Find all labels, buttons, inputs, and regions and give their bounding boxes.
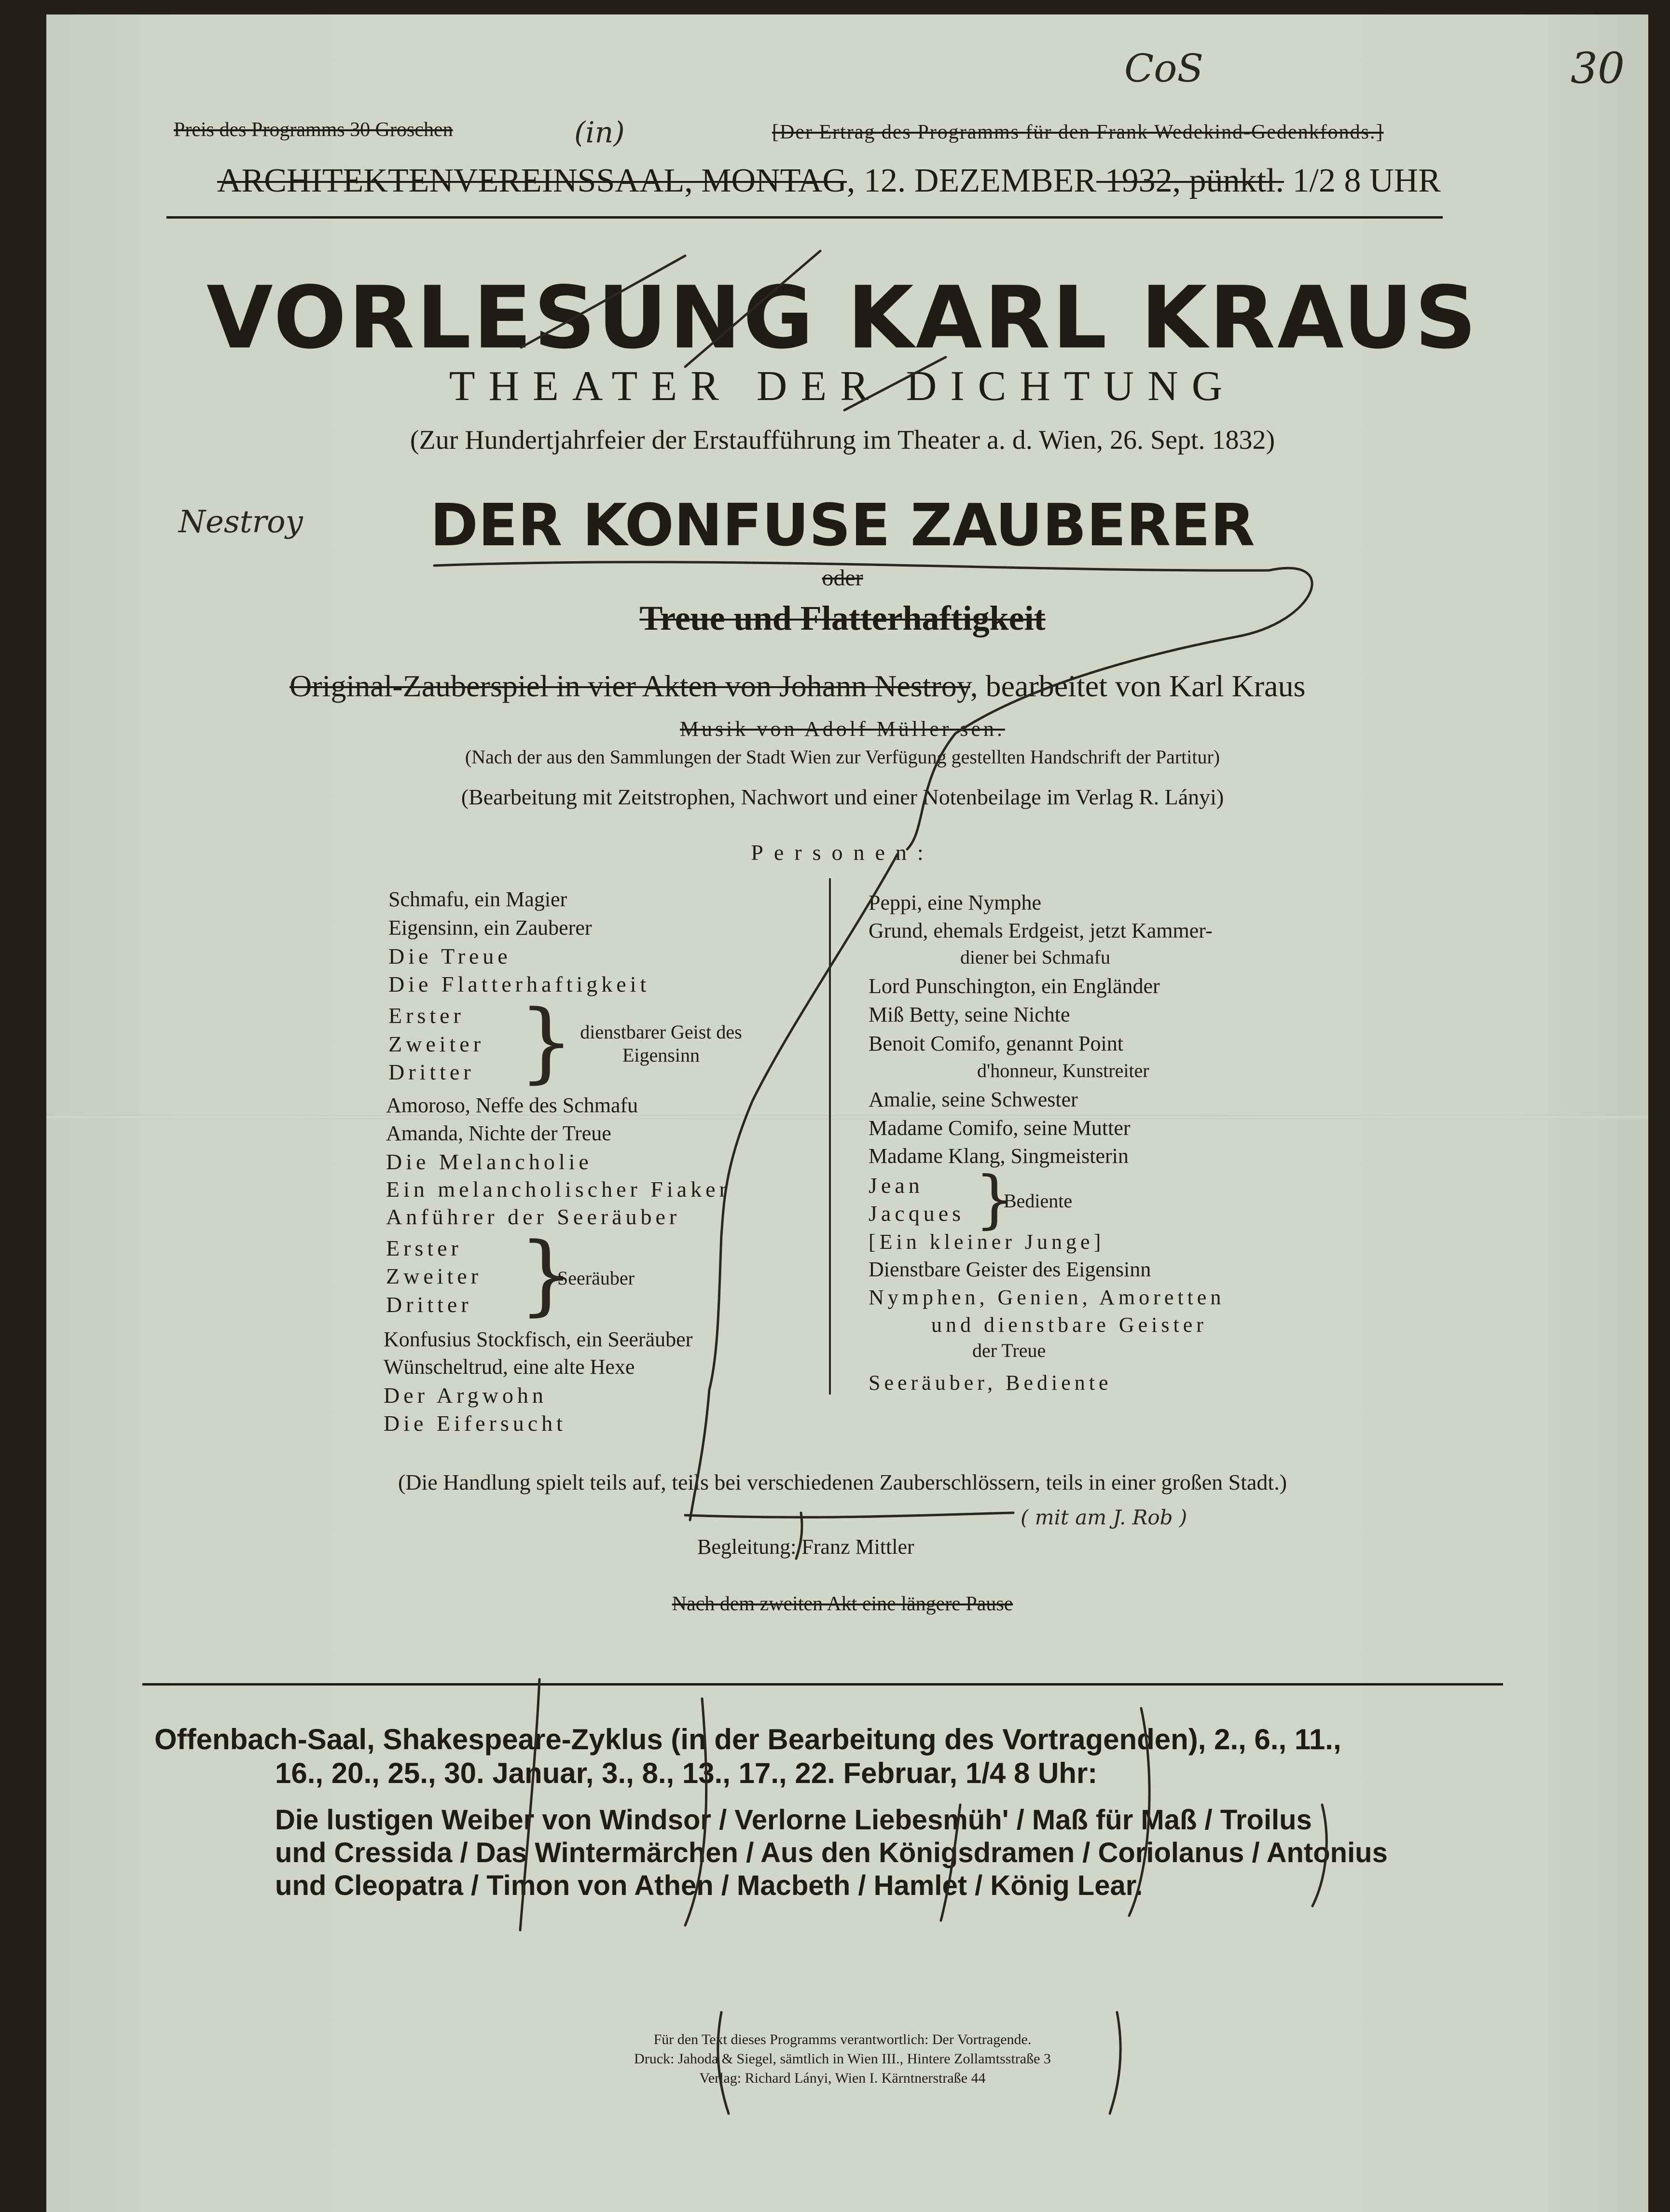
imprint-line-1: Für den Text dieses Programms verantwortlich: Der Vortragende. xyxy=(653,2032,1032,2047)
original-struck: Original-Zauberspiel in vier Akten von Johann Nestroy xyxy=(290,669,970,703)
cast-eifersucht: Die Eifersucht xyxy=(384,1411,566,1436)
imprint-line-2: Druck: Jahoda & Siegel, sämtlich in Wien III., Hintere Zollamtsstraße 3 xyxy=(634,2051,1051,2067)
page-number: 30 xyxy=(1571,43,1625,93)
pen-div-2 xyxy=(685,1699,706,1925)
cast-lord: Lord Punschington, ein Engländer xyxy=(869,974,1160,998)
cast-benoit-1: Benoit Comifo, genannt Point xyxy=(869,1032,1123,1055)
cast-junge: [Ein kleiner Junge] xyxy=(869,1230,1105,1254)
cast-nymphen-3: der Treue xyxy=(972,1340,1046,1361)
pen-div-5 xyxy=(1312,1805,1326,1906)
date: , 12. DEZEMBER xyxy=(846,162,1097,199)
brace-geister: } xyxy=(519,992,574,1092)
pause-struck: Nach dem zweiten Akt eine längere Pause xyxy=(672,1593,1013,1615)
handlung-line: (Die Handlung spielt teils auf, teils bei verschiedenen Zauberschlössern, teils in einer großen Stadt.) xyxy=(398,1470,1287,1494)
brace-bediente: } xyxy=(975,1162,1015,1236)
adapted-by: , bearbeitet von Karl Kraus xyxy=(970,669,1306,703)
cast-amanda: Amanda, Nichte der Treue xyxy=(386,1121,611,1145)
main-title: VORLESUNG KARL KRAUS xyxy=(207,268,1478,368)
cast-madame-klang: Madame Klang, Singmeisterin xyxy=(869,1144,1129,1168)
pen-div-3 xyxy=(941,1805,960,1921)
cast-jean: Jean xyxy=(869,1173,924,1198)
bediente-desc: Bediente xyxy=(1004,1190,1073,1212)
pen-vertical-stroke xyxy=(690,854,897,1520)
personen-heading: Personen: xyxy=(751,840,934,865)
cast-madame-comifo: Madame Comifo, seine Mutter xyxy=(869,1116,1131,1140)
begleitung-annotation: ( mit am J. Rob ) xyxy=(1021,1506,1187,1529)
cast-anfuehrer: Anführer der Seeräuber xyxy=(386,1204,681,1229)
note-edition: (Bearbeitung mit Zeitstrophen, Nachwort und einer Notenbeilage im Verlag R. Lányi) xyxy=(461,785,1224,809)
note-score: (Nach der aus den Sammlungen der Stadt Wien zur Verfügung gestellten Handschrift der Partitur) xyxy=(465,746,1220,768)
cast-amoroso: Amoroso, Neffe des Schmafu xyxy=(386,1093,638,1117)
pen-slash-3 xyxy=(844,357,946,410)
occasion-line: (Zur Hundertjahrfeier der Erstaufführung im Theater a. d. Wien, 26. Sept. 1832) xyxy=(410,425,1275,455)
venue-struck: ARCHITEKTENVEREINSSAAL, MONTAG xyxy=(217,162,847,199)
proceeds-line: [Der Ertrag des Programms für den Frank Wedekind-Gedenkfonds.] xyxy=(772,121,1384,143)
subtitle: THEATER DER DICHTUNG xyxy=(449,363,1236,410)
cast-grund-1: Grund, ehemals Erdgeist, jetzt Kammer- xyxy=(869,919,1213,942)
cast-benoit-2: d'honneur, Kunstreiter xyxy=(977,1060,1149,1081)
nestroy-annotation: Nestroy xyxy=(179,504,303,540)
alt-title: Treue und Flatterhaftigkeit xyxy=(639,599,1046,637)
pen-div-1 xyxy=(520,1679,539,1930)
shakespeare-line-1: Offenbach-Saal, Shakespeare-Zyklus (in der Bearbeitung des Vortragenden), 2., 6., 11., xyxy=(154,1723,1341,1756)
cast-seeraeuber-3: Dritter xyxy=(386,1292,472,1317)
price-annotation: (in) xyxy=(574,116,625,150)
pen-curve-right xyxy=(907,568,1312,849)
cast-dienstbare: Dienstbare Geister des Eigensinn xyxy=(869,1258,1151,1281)
cast-betty: Miß Betty, seine Nichte xyxy=(869,1003,1070,1026)
shakespeare-line-5: und Cleopatra / Timon von Athen / Macbeth / Hamlet / König Lear. xyxy=(275,1870,1143,1901)
cast-fiaker: Ein melancholischer Fiaker xyxy=(386,1177,731,1202)
shakespeare-line-2: 16., 20., 25., 30. Januar, 3., 8., 13., 17., 22. Februar, 1/4 8 Uhr: xyxy=(275,1757,1098,1789)
cast-eigensinn: Eigensinn, ein Zauberer xyxy=(388,916,592,940)
geist-desc-1: dienstbarer Geist des xyxy=(580,1021,742,1043)
shakespeare-line-4: und Cressida / Das Wintermärchen / Aus den Königsdramen / Coriolanus / Antonius xyxy=(275,1837,1388,1868)
pen-slash-1 xyxy=(521,256,685,347)
oder-line: oder xyxy=(822,565,863,591)
cast-nymphen-2: und dienstbare Geister xyxy=(931,1313,1207,1337)
cast-jacques: Jacques xyxy=(869,1201,965,1226)
pen-div-6 xyxy=(718,2012,729,2114)
cast-konfusius: Konfusius Stockfisch, ein Seeräuber xyxy=(384,1327,693,1351)
pen-begleitung-line xyxy=(685,1513,1013,1517)
begleitung-line: Begleitung: Franz Mittler xyxy=(697,1535,914,1559)
pen-begleitung-tick xyxy=(796,1513,802,1559)
cast-seeraeuber-bediente: Seeräuber, Bediente xyxy=(869,1371,1112,1395)
pen-slash-2 xyxy=(685,251,820,367)
cast-flatterhaftigkeit: Die Flatterhaftigkeit xyxy=(388,972,650,996)
cast-treue: Die Treue xyxy=(388,944,511,968)
cast-grund-2: diener bei Schmafu xyxy=(960,946,1110,968)
cast-peppi: Peppi, eine Nymphe xyxy=(869,891,1042,914)
music-struck: Musik von Adolf Müller sen. xyxy=(679,717,1006,741)
geist-desc-2: Eigensinn xyxy=(622,1044,700,1066)
cast-seeraeuber-2: Zweiter xyxy=(386,1264,483,1288)
cast-seeraeuber-1: Erster xyxy=(386,1236,462,1260)
time: 1/2 8 UHR xyxy=(1284,162,1441,199)
brace-seeraeuber: } xyxy=(519,1224,574,1325)
cast-argwohn: Der Argwohn xyxy=(384,1383,547,1408)
cast-schmafu: Schmafu, ein Magier xyxy=(388,887,567,911)
cast-melancholie: Die Melancholie xyxy=(386,1149,593,1174)
cast-geist-3: Dritter xyxy=(388,1060,475,1084)
pen-div-7 xyxy=(1110,2012,1120,2114)
year-struck: 1932, pünktl. xyxy=(1096,162,1284,199)
play-title: DER KONFUSE ZAUBERER xyxy=(430,492,1255,559)
cast-geist-1: Erster xyxy=(388,1003,465,1028)
initials-annotation: CoS xyxy=(1124,46,1204,91)
cast-amalie: Amalie, seine Schwester xyxy=(869,1088,1078,1111)
shakespeare-line-3: Die lustigen Weiber von Windsor / Verlorne Liebesmüh' / Maß für Maß / Troilus xyxy=(275,1804,1312,1836)
imprint-line-3: Verlag: Richard Lányi, Wien I. Kärntnerstraße 44 xyxy=(699,2070,986,2086)
seeraeuber-desc: Seeräuber xyxy=(557,1267,635,1289)
cast-geist-2: Zweiter xyxy=(388,1032,485,1056)
pen-underline-title xyxy=(434,562,1269,570)
price-line: Preis des Programms 30 Groschen xyxy=(174,119,453,141)
cast-wuenscheltrud: Wünscheltrud, eine alte Hexe xyxy=(384,1355,635,1379)
cast-nymphen-1: Nymphen, Genien, Amoretten xyxy=(869,1286,1225,1309)
pen-div-4 xyxy=(1129,1708,1149,1916)
